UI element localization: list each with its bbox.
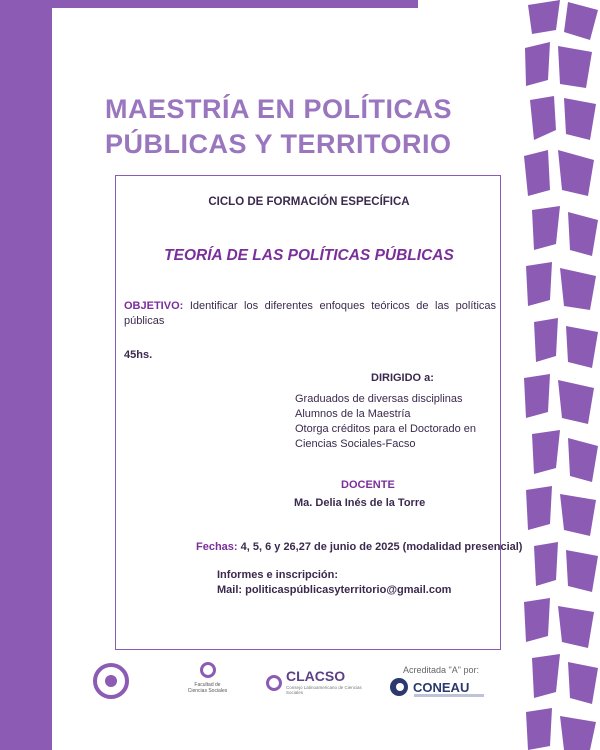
top-purple-strip (0, 0, 418, 8)
dates-label: Fechas: (196, 541, 238, 553)
objective-label: OBJETIVO: (124, 300, 184, 312)
title-line-1: MAESTRÍA EN POLÍTICAS (105, 94, 453, 124)
section-title: CICLO DE FORMACIÓN ESPECÍFICA (208, 196, 410, 208)
audience-item: Alumnos de la Maestría (295, 408, 411, 420)
clacso-mark-icon (266, 675, 282, 691)
coneau-logo (386, 665, 496, 697)
audience-item: Ciencias Sociales-Facso (295, 438, 416, 450)
clacso-name: CLACSO (286, 668, 346, 684)
objective (124, 299, 496, 329)
left-purple-band (0, 0, 52, 750)
contact-mail[interactable]: Mail: politicaspúblicasyterritorio@gmail.com (217, 584, 452, 596)
faculty-logo-label: Facultad de Ciencias Sociales (187, 682, 228, 694)
footer-logos (52, 650, 520, 750)
coneau-mark-icon (390, 678, 408, 696)
accreditation-text: Acreditada "A" por: (403, 665, 479, 675)
faculty-mark-icon (200, 662, 216, 678)
audience-item: Graduados de diversas disciplinas (295, 393, 463, 405)
dates (196, 540, 522, 555)
decorative-map-pattern (520, 0, 600, 750)
title-line-2: PÚBLICAS Y TERRITORIO (105, 129, 452, 159)
dates-text: 4, 5, 6 y 26,27 de junio de 2025 (modalidad presencial) (237, 541, 523, 553)
info-box (115, 175, 523, 650)
docente-label: DOCENTE (341, 479, 395, 491)
faculty-logo (185, 660, 230, 708)
informes-label: Informes e inscripción: (217, 569, 339, 581)
university-seal-logo (93, 663, 129, 699)
audience-item: Otorga créditos para el Doctorado en (295, 423, 476, 435)
course-title: TEORÍA DE LAS POLÍTICAS PÚBLICAS (164, 247, 454, 264)
page-title (105, 92, 505, 162)
docente-name: Ma. Delia Inés de la Torre (294, 497, 426, 509)
coneau-name: CONEAU (413, 679, 470, 695)
dirigido-label: DIRIGIDO a: (371, 372, 434, 384)
audience-list (295, 392, 496, 452)
clacso-subtitle: Consejo Latinoamericano de Ciencias Sociales (286, 685, 362, 695)
hours: 45hs. (124, 349, 153, 361)
objective-text: Identificar los diferentes enfoques teóricos de las políticas públicas (124, 300, 496, 327)
